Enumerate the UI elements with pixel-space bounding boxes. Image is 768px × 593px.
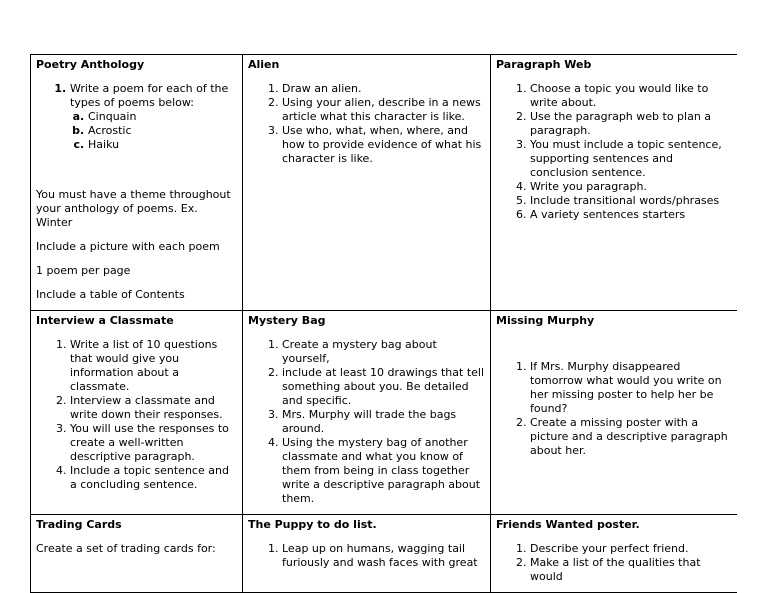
cell-poetry-anthology — [31, 55, 243, 311]
list-item: 1. If Mrs. Murphy disappeared tomorrow what would you write on her missing poster to help her be found? — [530, 360, 732, 416]
trading-text: Create a set of trading cards for: — [36, 542, 216, 555]
poetry-note: Include a picture with each poem — [36, 240, 220, 253]
cell-title: Trading Cards — [36, 518, 122, 531]
list-item: 3. You must include a topic sentence, supporting sentences and conclusion sentence. — [530, 138, 732, 180]
puppy-list — [248, 542, 485, 570]
list-item: 1. Leap up on humans, wagging tail furiously and wash faces with great — [282, 542, 485, 570]
list-item: 2. include at least 10 drawings that tell something about you. Be detailed and specific. — [282, 366, 485, 408]
cell-interview — [31, 311, 243, 515]
poetry-note: Include a table of Contents — [36, 288, 185, 301]
list-item: 1. Choose a topic you would like to write about. — [530, 82, 732, 110]
cell-title: Friends Wanted poster. — [496, 518, 640, 531]
poem-types-list — [70, 110, 237, 152]
list-item: b. Acrostic — [88, 124, 237, 138]
murphy-list — [496, 360, 732, 458]
list-item: 6. A variety sentences starters — [530, 208, 732, 222]
activity-grid — [30, 54, 737, 593]
cell-title: Missing Murphy — [496, 314, 595, 327]
list-item: 2. Interview a classmate and write down their responses. — [70, 394, 237, 422]
list-item: 4. Using the mystery bag of another classmate and what you know of them from being in class together write a descriptive paragraph about them. — [282, 436, 485, 506]
list-item: 2. Make a list of the qualities that would — [530, 556, 732, 584]
interview-list — [36, 338, 237, 492]
list-item: 1. Create a mystery bag about yourself, — [282, 338, 485, 366]
list-item: 3. Use who, what, when, where, and how to provide evidence of what his character is like. — [282, 124, 485, 166]
list-item: 1. Write a list of 10 questions that would give you information about a classmate. — [70, 338, 237, 394]
table-row — [31, 515, 738, 593]
cell-title: Poetry Anthology — [36, 58, 145, 71]
cell-mystery-bag — [243, 311, 491, 515]
cell-title: Mystery Bag — [248, 314, 326, 327]
friends-list — [496, 542, 732, 584]
list-item: 1. Describe your perfect friend. — [530, 542, 732, 556]
cell-friends-wanted — [491, 515, 738, 593]
cell-title: Alien — [248, 58, 280, 71]
list-item: 3. You will use the responses to create a well-written descriptive paragraph. — [70, 422, 237, 464]
activity-table — [30, 54, 737, 593]
list-item: c. Haiku — [88, 138, 237, 152]
list-item: a. Cinquain — [88, 110, 237, 124]
cell-title: The Puppy to do list. — [248, 518, 377, 531]
list-item: 1. Draw an alien. — [282, 82, 485, 96]
list-item — [70, 82, 237, 152]
table-row — [31, 55, 738, 311]
list-item: 5. Include transitional words/phrases — [530, 194, 732, 208]
cell-title: Interview a Classmate — [36, 314, 174, 327]
poetry-list — [36, 82, 237, 152]
table-row — [31, 311, 738, 515]
poetry-intro: Write a poem for each of the types of poems below: — [70, 82, 229, 109]
alien-list — [248, 82, 485, 166]
list-item: 4. Include a topic sentence and a concluding sentence. — [70, 464, 237, 492]
cell-title: Paragraph Web — [496, 58, 592, 71]
cell-puppy-list — [243, 515, 491, 593]
list-item: 2. Create a missing poster with a picture and a descriptive paragraph about her. — [530, 416, 732, 458]
list-item: 2. Using your alien, describe in a news article what this character is like. — [282, 96, 485, 124]
cell-missing-murphy — [491, 311, 738, 515]
list-item: 2. Use the paragraph web to plan a paragraph. — [530, 110, 732, 138]
list-item: 4. Write you paragraph. — [530, 180, 732, 194]
poetry-note: 1 poem per page — [36, 264, 131, 277]
web-list — [496, 82, 732, 222]
cell-paragraph-web — [491, 55, 738, 311]
mystery-list — [248, 338, 485, 506]
list-item: 3. Mrs. Murphy will trade the bags around. — [282, 408, 485, 436]
cell-alien — [243, 55, 491, 311]
cell-trading-cards — [31, 515, 243, 593]
poetry-note: You must have a theme throughout your anthology of poems. Ex. Winter — [36, 188, 231, 229]
